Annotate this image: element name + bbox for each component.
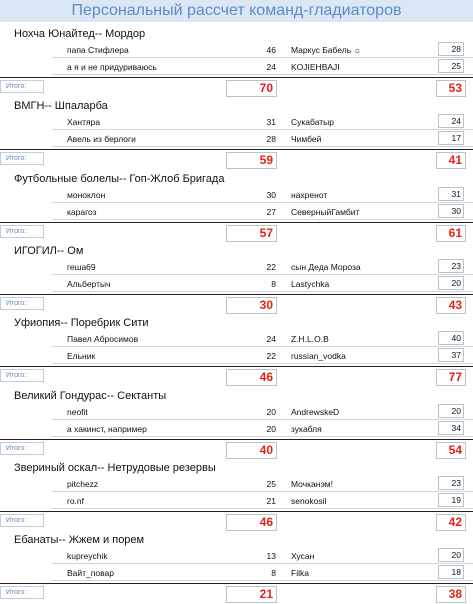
player-left-name: neofit <box>67 406 88 417</box>
player-left-name: Хантяра <box>67 117 101 128</box>
player-left-score: 21 <box>266 495 276 506</box>
player-left-name: Вайт_повар <box>67 568 114 579</box>
player-row <box>0 113 473 130</box>
player-row <box>0 41 473 58</box>
player-left-name: карагоз <box>67 206 97 217</box>
player-row <box>0 403 473 420</box>
player-left-score: 24 <box>266 62 276 72</box>
player-right-score[interactable]: 23 <box>438 259 464 273</box>
player-right-name: сын Деда Мороза <box>291 261 361 272</box>
player-right-score[interactable]: 40 <box>438 331 464 345</box>
player-left-name: Ельник <box>67 351 96 362</box>
player-right-name: Чимбей <box>291 134 322 145</box>
match-block <box>0 528 473 600</box>
match-header: Ебанаты-- Жжем и порем <box>14 534 145 547</box>
team-right-total[interactable]: 61 <box>436 225 466 242</box>
player-right-name: Мочканэм! <box>291 478 334 489</box>
player-left-score: 20 <box>266 406 276 417</box>
player-left-score: 46 <box>266 45 276 55</box>
match-block <box>0 384 473 456</box>
player-right-name: Сукабатыр <box>291 117 334 128</box>
player-left-name: гешa69 <box>67 261 96 272</box>
player-right-name: Хусан <box>291 551 315 562</box>
match-block <box>0 94 473 166</box>
team-left-total[interactable]: 59 <box>226 152 277 169</box>
total-label: Итого: <box>0 514 44 527</box>
player-right-name: KOJIEHBAJI <box>291 62 340 72</box>
total-label: Итого: <box>0 369 44 382</box>
row-divider <box>52 580 473 581</box>
player-right-name: СеверныйГамбит <box>291 206 360 217</box>
player-row <box>0 130 473 147</box>
team-left-total[interactable]: 46 <box>226 514 277 531</box>
player-row <box>0 58 473 75</box>
player-left-name: ro.nf <box>67 495 85 506</box>
player-left-name: kupreychik <box>67 551 108 562</box>
match-header: ВМГН-- Шпаларба <box>14 100 108 113</box>
player-left-name: Альбертыч <box>67 278 111 289</box>
player-left-name: Авель из берлоги <box>67 134 136 145</box>
player-right-score[interactable]: 37 <box>438 348 464 362</box>
player-right-score[interactable]: 25 <box>438 59 464 73</box>
team-right-total[interactable]: 54 <box>436 442 466 459</box>
player-row <box>0 547 473 564</box>
player-row <box>0 420 473 437</box>
player-left-score: 13 <box>266 551 276 562</box>
player-right-score[interactable]: 20 <box>438 276 464 290</box>
team-left-total[interactable]: 57 <box>226 225 277 242</box>
player-right-name: Filka <box>291 568 309 579</box>
match-header: Уфиопия-- Поребрик Сити <box>14 317 149 330</box>
page-title: Персональный рассчет команд-гладиаторов <box>0 0 473 22</box>
match-block <box>0 22 473 94</box>
player-left-name: Павел Абросимов <box>67 334 139 345</box>
player-right-name: нахренот <box>291 189 328 200</box>
row-divider <box>52 74 473 75</box>
player-left-score: 22 <box>266 351 276 362</box>
player-right-name: зукабля <box>291 423 322 434</box>
total-label: Итого: <box>0 80 44 93</box>
player-left-score: 27 <box>266 206 276 217</box>
total-label: Итого: <box>0 442 44 455</box>
player-right-score[interactable]: 30 <box>438 204 464 218</box>
player-right-score[interactable]: 20 <box>438 548 464 562</box>
row-divider <box>52 291 473 292</box>
player-left-name: папа Стифлера <box>67 45 129 55</box>
row-divider <box>52 363 473 364</box>
team-left-total[interactable]: 21 <box>226 586 277 603</box>
player-right-score[interactable]: 28 <box>438 42 464 56</box>
player-left-score: 20 <box>266 423 276 434</box>
row-divider <box>52 219 473 220</box>
player-right-name: Lastychka <box>291 278 330 289</box>
team-right-total[interactable]: 42 <box>436 514 466 531</box>
player-right-name: Z.H.L.O.B <box>291 334 329 345</box>
player-right-score[interactable]: 19 <box>438 493 464 507</box>
player-right-name: Маркус Бабель ☼ <box>291 45 362 55</box>
match-header: Великий Гондурас-- Сектанты <box>14 389 167 402</box>
player-right-score[interactable]: 17 <box>438 131 464 145</box>
team-left-total[interactable]: 40 <box>226 442 277 459</box>
team-left-total[interactable]: 46 <box>226 369 277 386</box>
match-block <box>0 239 473 311</box>
player-left-name: а хакинст, например <box>67 423 147 434</box>
player-left-score: 24 <box>266 334 276 345</box>
player-left-score: 8 <box>271 278 276 289</box>
player-left-score: 22 <box>266 261 276 272</box>
team-right-total[interactable]: 43 <box>436 297 466 314</box>
player-right-score[interactable]: 24 <box>438 114 464 128</box>
player-row <box>0 564 473 581</box>
match-block <box>0 311 473 383</box>
player-left-score: 30 <box>266 189 276 200</box>
player-left-score: 31 <box>266 117 276 128</box>
player-right-score[interactable]: 31 <box>438 187 464 201</box>
total-label: Итого: <box>0 225 44 238</box>
player-row <box>0 475 473 492</box>
team-right-total[interactable]: 38 <box>436 586 466 603</box>
player-right-score[interactable]: 20 <box>438 404 464 418</box>
player-row <box>0 258 473 275</box>
player-left-name: моноклон <box>67 189 106 200</box>
team-right-total[interactable]: 53 <box>436 80 466 97</box>
player-row <box>0 186 473 203</box>
total-label: Итого: <box>0 152 44 165</box>
player-right-score[interactable]: 18 <box>438 565 464 579</box>
player-right-score[interactable]: 23 <box>438 476 464 490</box>
player-left-score: 8 <box>271 568 276 579</box>
player-row <box>0 347 473 364</box>
player-right-name: russian_vodka <box>291 351 346 362</box>
match-block <box>0 456 473 528</box>
player-row <box>0 492 473 509</box>
row-divider <box>52 146 473 147</box>
team-left-total[interactable]: 30 <box>226 297 277 314</box>
row-divider <box>52 508 473 509</box>
player-row <box>0 203 473 220</box>
match-header: Футбольные болелы-- Гоп-Жлоб Бригада <box>14 172 225 185</box>
player-right-name: senokosil <box>291 495 327 506</box>
total-label: Итого: <box>0 586 44 599</box>
match-header: Звериный оскал-- Нетрудовые резервы <box>14 461 216 474</box>
player-right-score[interactable]: 34 <box>438 421 464 435</box>
player-left-name: а я и не придуриваюсь <box>67 62 157 72</box>
match-header: ИГОГИЛ-- Ом <box>14 244 84 257</box>
player-left-score: 28 <box>266 134 276 145</box>
team-left-total[interactable]: 70 <box>226 80 277 97</box>
match-header: Нохча Юнайтед-- Мордор <box>14 28 146 40</box>
player-left-score: 25 <box>266 478 276 489</box>
team-right-total[interactable]: 77 <box>436 369 466 386</box>
player-right-name: AndrewskeD <box>291 406 340 417</box>
player-left-name: pitchezz <box>67 478 99 489</box>
match-block <box>0 167 473 239</box>
total-row <box>0 583 473 604</box>
player-row <box>0 275 473 292</box>
team-right-total[interactable]: 41 <box>436 152 466 169</box>
row-divider <box>52 436 473 437</box>
player-row <box>0 330 473 347</box>
total-label: Итого: <box>0 297 44 310</box>
